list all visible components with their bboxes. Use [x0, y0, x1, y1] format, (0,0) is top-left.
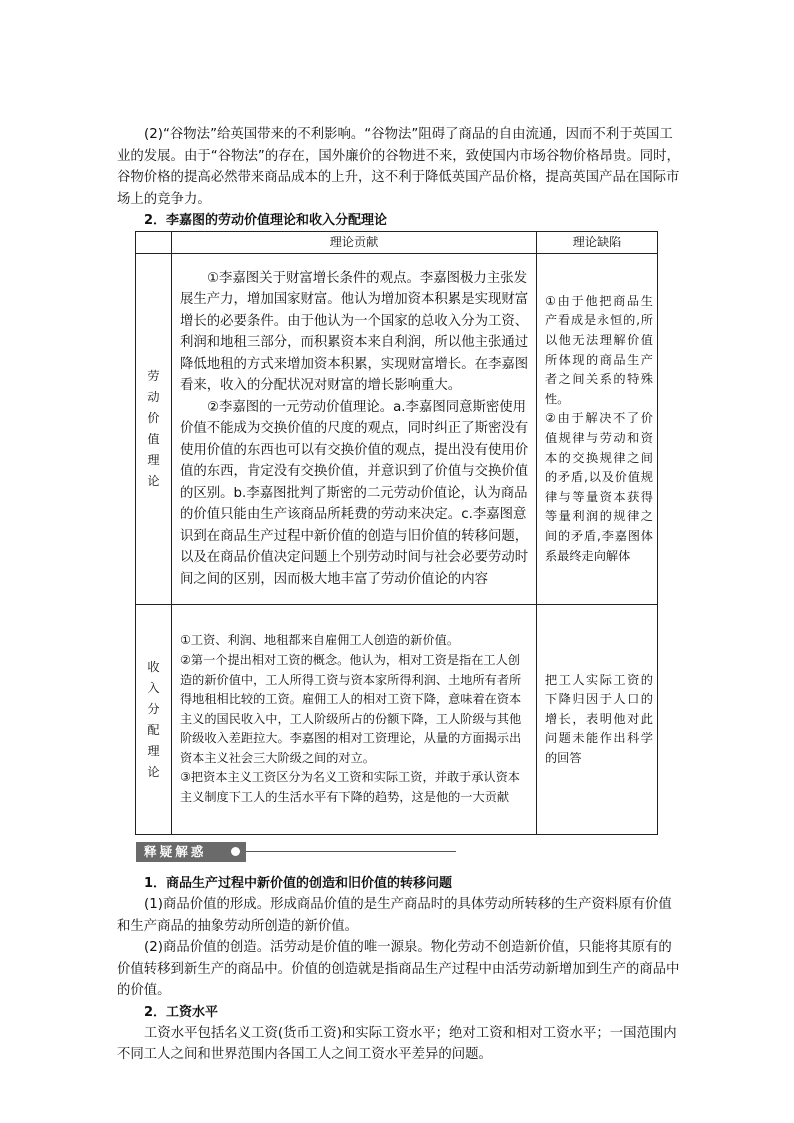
- theory-table: [135, 231, 658, 835]
- contribution-paragraph: ②李嘉图的一元劳动价值理论。a.李嘉图同意斯密使用价值不能成为交换价值的尺度的观点，同时纠正了斯密没有使用价值的东西也可以有交换价值的观点，提出没有使用价值的东西，肯定没有交换价值，并意识到了价值与交换价值的区别。b.李嘉图批判了斯密的二元劳动价值论，认为商品的价值只能由生产该商品所耗费的劳动来决定。c.李嘉图意识到在商品生产过程中新价值的创造与旧价值的转移问题，以及在商品价值决定问题上个别劳动时间与社会必要劳动时间之间的区别，因而极大地丰富了劳动价值论的内容: [180, 399, 529, 587]
- contribution-paragraph: ②第一个提出相对工资的概念。他认为，相对工资是指在工人创造的新价值中，工人所得工资与资本家所得利润、土地所有者所得地租相比较的工资。雇佣工人的相对工资下降，意味着在资本主义的国民收入中，工人阶级所占的份额下降，工人阶级与其他阶级收入差距拉大。李嘉图的相对工资理论，从量的方面揭示出资本主义社会三大阶级之间的对立。: [180, 652, 522, 765]
- section-heading: 2．李嘉图的劳动价值理论和收入分配理论: [144, 213, 388, 228]
- flaw-cell: [537, 605, 658, 835]
- table-header-row: [136, 232, 658, 254]
- contribution-cell: [172, 254, 537, 605]
- flaw-paragraph: ②由于解决不了价值规律与劳动和资本的交换规律之间的矛盾,以及价值规律与等量资本获得等量利润的规律之间的矛盾,李嘉图体系最终走向解体: [545, 411, 653, 563]
- header-contribution: 理论贡献: [172, 232, 537, 254]
- flaw-paragraph: ①由于他把商品生产看成是永恒的,所以他无法理解价值所体现的商品生产者之间关系的特殊性。: [545, 293, 653, 406]
- row-heading-label: 收入分配理论: [147, 659, 160, 779]
- banner-rule: [246, 851, 456, 852]
- header-blank-cell: [136, 232, 172, 254]
- row-heading: [136, 254, 172, 605]
- flaw-cell: [537, 254, 658, 605]
- flaw-paragraph: 把工人实际工资的下降归因于人口的增长，表明他对此问题未能作出科学的回答: [545, 672, 653, 765]
- row-heading: [136, 605, 172, 835]
- contribution-cell: [172, 605, 537, 835]
- explain-paragraph: (2)商品价值的创造。活劳动是价值的唯一源泉。物化劳动不创造新价值，只能将其原有的价值转移到新生产的商品中。价值的创造就是指商品生产过程中由活劳动新增加到生产的商品中的价值。: [117, 940, 680, 998]
- section-banner: [136, 841, 456, 863]
- intro-paragraph: (2)“谷物法”给英国带来的不利影响。“谷物法”阻碍了商品的自由流通，因而不利于英国工业的发展。由于“谷物法”的存在，国外廉价的谷物进不来，致使国内市场谷物价格昂贵。同时，谷物价格的提高必然带来商品成本的上升，这不利于降低英国产品价格，提高英国产品在国际市场上的竞争力。: [117, 127, 680, 207]
- header-flaw: 理论缺陷: [537, 232, 658, 254]
- explain-heading-1: 1．商品生产过程中新价值的创造和旧价值的转移问题: [144, 876, 453, 891]
- contribution-paragraph: ①工资、利润、地租都来自雇佣工人创造的新价值。: [180, 633, 460, 648]
- banner-dot-icon: [231, 847, 240, 856]
- contribution-paragraph: ③把资本主义工资区分为名义工资和实际工资，并敢于承认资本主义制度下工人的生活水平有下降的趋势，这是他的一大贡献: [180, 770, 520, 805]
- banner-label: 释疑解惑: [144, 844, 207, 859]
- explain-paragraph: 工资水平包括名义工资(货币工资)和实际工资水平；绝对工资和相对工资水平；一国范围内不同工人之间和世界范围内各国工人之间工资水平差异的问题。: [117, 1025, 677, 1062]
- explain-paragraph: (1)商品价值的形成。形成商品价值的是生产商品时的具体劳动所转移的生产资料原有价值和生产商品的抽象劳动所创造的新价值。: [117, 897, 672, 934]
- table-row: [136, 605, 658, 835]
- explain-heading-2: 2．工资水平: [144, 1004, 219, 1020]
- row-heading-label: 劳动价值理论: [147, 369, 160, 488]
- banner-label-box: [136, 842, 246, 862]
- contribution-paragraph: ①李嘉图关于财富增长条件的观点。李嘉图极力主张发展生产力，增加国家财富。他认为增加资本积累是实现财富增长的必要条件。由于他认为一个国家的总收入分为工资、利润和地租三部分，而积累资本来自利润，所以他主张通过降低地租的方式来增加资本积累，实现财富增长。在李嘉图看来，收入的分配状况对财富的增长影响重大。: [180, 270, 529, 394]
- table-row: [136, 254, 658, 605]
